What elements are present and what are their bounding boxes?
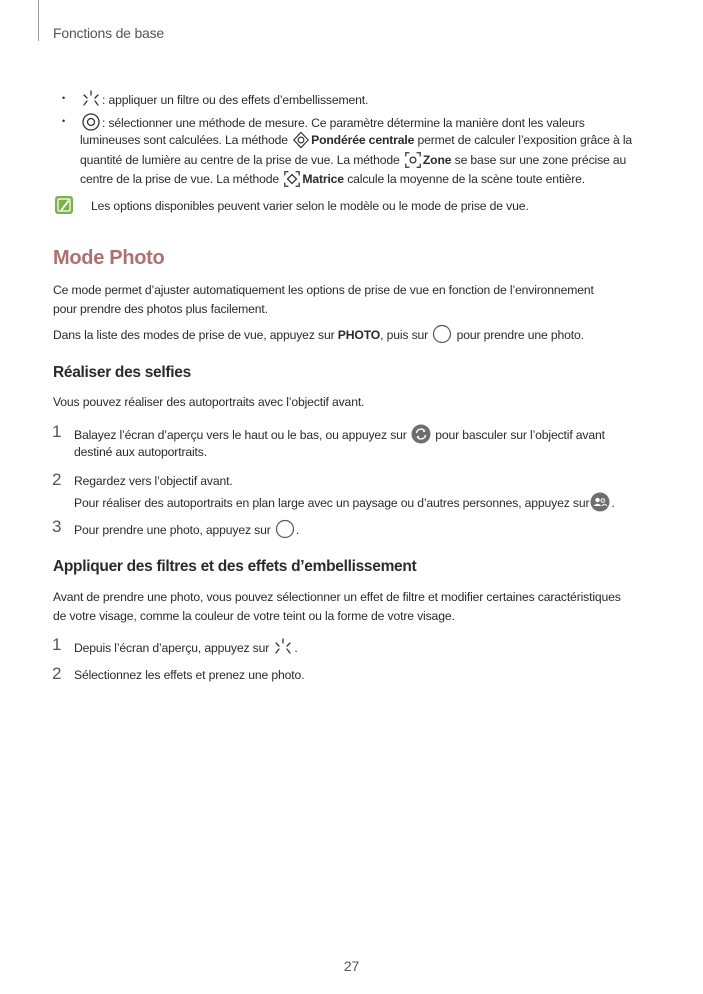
beauty-sparkle-icon [81,89,101,109]
spot-metering-icon [404,151,422,169]
bullet-metering-l2: lumineuses sont calculées. La méthode Pondérée centrale permet de calculer l’exposition grâce à la [80,133,633,147]
section-title-filters: Appliquer des filtres et des effets d’embellissement [53,558,417,575]
section-title-mode-photo: Mode Photo [53,247,165,269]
selfies-step3-l1: Pour prendre une photo, appuyez sur . [74,519,299,539]
bullet-metering-l1: : sélectionner une méthode de mesure. Ce paramètre détermine la manière dont les valeurs [80,112,585,132]
shutter-button-icon [275,519,295,539]
filters-step1-l1: Depuis l’écran d’aperçu, appuyez sur . [74,637,298,657]
center-weighted-icon [292,131,310,149]
matrix-metering-icon [283,170,301,188]
step-number: 2 [52,664,62,683]
selfies-step2-l1: Regardez vers l’objectif avant. [74,474,233,488]
bullet-metering-l4: centre de la prise de vue. La méthode Matrice calcule la moyenne de la scène toute entière. [80,172,586,186]
step-number: 1 [52,635,62,654]
section-title-selfies: Réaliser des selfies [53,364,191,381]
header-rule [38,0,39,41]
selfies-step1-l1: Balayez l’écran d’aperçu vers le haut ou le bas, ou appuyez sur pour basculer sur l’objectif avant [74,424,605,444]
bullet-filter [80,89,368,109]
selfies-step1-l2: destiné aux autoportraits. [74,445,207,459]
filters-step2-l1: Sélectionnez les effets et prenez une photo. [74,668,305,682]
mode-photo-p2: Dans la liste des modes de prise de vue, appuyez sur PHOTO, puis sur pour prendre une photo. [53,324,584,344]
switch-camera-icon [411,424,431,444]
filters-intro-l2: de votre visage, comme la couleur de votre teint ou la forme de votre visage. [53,609,455,623]
filters-intro-l1: Avant de prendre une photo, vous pouvez sélectionner un effet de filtre et modifier certaines caractéristiques [53,590,621,604]
step-number: 1 [52,422,62,441]
mode-photo-p1-l2: pour prendre des photos plus facilement. [53,302,268,316]
section-header: Fonctions de base [53,25,165,41]
mode-photo-p1-l1: Ce mode permet d’ajuster automatiquement les options de prise de vue en fonction de l’environnement [53,283,594,297]
shutter-button-icon [432,324,452,344]
beauty-sparkle-icon [273,637,293,657]
page-number: 27 [343,958,360,974]
selfies-step2-l2: Pour réaliser des autoportraits en plan large avec un paysage ou d’autres personnes, appuyez sur . [74,492,615,512]
metering-icon [81,112,101,132]
bullet-dot: • [62,116,66,126]
note-text: Les options disponibles peuvent varier selon le modèle ou le mode de prise de vue. [91,199,529,213]
selfies-intro: Vous pouvez réaliser des autoportraits avec l’objectif avant. [53,395,365,409]
wide-selfie-icon [590,492,610,512]
bullet-filter-text: : appliquer un filtre ou des effets d’embellissement. [102,93,369,107]
step-number: 2 [52,470,62,489]
bullet-dot: • [62,93,66,103]
step-number: 3 [52,517,62,536]
bullet-metering-l3: quantité de lumière au centre de la prise de vue. La méthode Zone se base sur une zone précise au [80,153,627,167]
note-icon [54,195,74,215]
